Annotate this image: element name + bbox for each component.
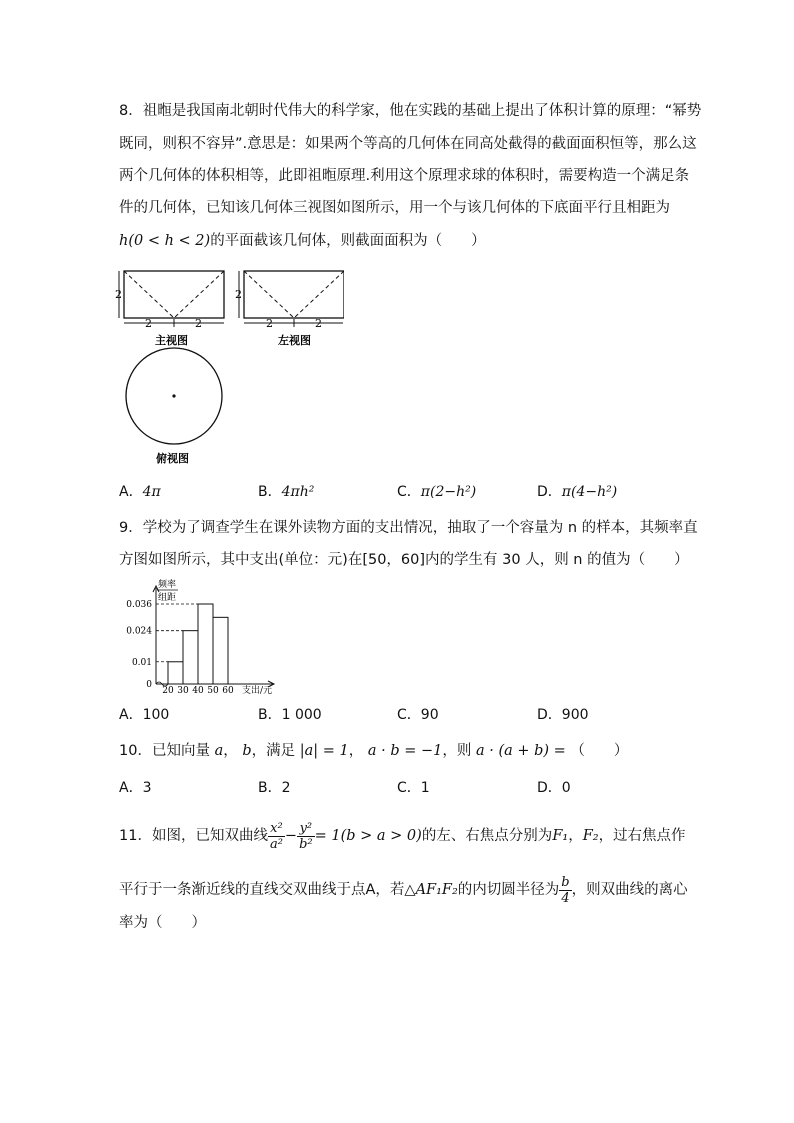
q11-line-1: 11．如图，已知双曲线 $\frac{\text{x²}}{\text{a²}}$ − $\frac{\text{y²}}{\text{b²}}$ = 1(b > a > 0)的左、右焦点分别为F₁，F₂，过右焦点作 [119,820,686,852]
q10-then: ，则 [442,743,472,759]
q10-line: 10．已知向量 a， b，满足 |a| = 1， a · b = −1，则 a · (a + b) = （ ） [119,743,629,759]
q10-satisfy: ，满足 [251,743,296,759]
q8-line-5 [119,231,486,251]
hist-x-tick-label: 30 [177,686,189,696]
q10-vector-b: b [242,743,252,759]
q10-option-d[interactable]: D．0 [537,780,571,796]
side-view [235,271,344,347]
q8-option-b[interactable]: B．4πh² [258,484,315,500]
hist-ylabel-top: 频率 [158,580,177,590]
q10-ask: a · (a + b) = [475,743,566,759]
hist-bar [198,604,213,684]
q10-prefix: 10．已知向量 [119,743,210,759]
hist-x-tick-label: 20 [162,686,174,696]
q8-line-2: 既同，则积不容异”.意思是：如果两个等高的几何体在同高处截得的截面面积恒等，那么这 [119,136,697,152]
q11-triangle: △AF₁F₂ [404,882,458,898]
q10-condition-1: |a| = 1 [299,743,349,759]
q8-option-a[interactable]: A．4π [119,484,161,500]
hist-ylabel-bottom: 组距 [158,593,177,603]
three-view-figure [114,266,344,471]
q9-line-1: 9．学校为了调查学生在课外读物方面的支出情况，抽取了一个容量为 n 的样本，其频率直 [119,520,698,536]
hist-y-tick-label: 0 [146,680,152,690]
q10-condition-2: a · b = −1 [367,743,443,759]
q11-line-2-mid: 的内切圆半径为 [457,882,560,898]
hist-bar [168,662,183,684]
q8-option-d[interactable]: D．π(4−h²) [537,484,618,500]
q10-vector-a: a [214,743,224,759]
side-width-label-left: 2 [266,317,273,330]
side-view-caption: 左视图 [278,334,311,347]
hist-bar [183,631,198,684]
front-width-label-right: 2 [195,317,202,330]
hist-y-tick-label: 0.01 [131,657,152,668]
hist-x-tick-label: 50 [207,686,219,696]
q9-option-c[interactable]: C．90 [397,707,439,723]
q8-option-c[interactable]: C．π(2−h²) [397,484,477,500]
front-view-caption: 主视图 [155,334,188,347]
q11-line-2-text: 平行于一条渐近线的直线交双曲线于点A，若 [119,882,405,898]
q8-line-5-text: 的平面截该几何体，则截面面积为（ ） [210,233,486,249]
hist-xlabel: 支出/元 [242,686,273,696]
q11-fraction-x: $\frac{\text{x²}}{\text{a²}}$ [269,820,283,852]
front-width-label-left: 2 [145,317,152,330]
hist-bar [213,617,228,684]
hist-y-tick-label: 0.024 [126,626,152,637]
q8-line-1: 8．祖暅是我国南北朝时代伟大的科学家，他在实践的基础上提出了体积计算的原理：“幂势 [119,103,702,119]
q11-line-1-text: 的左、右焦点分别为 [421,828,553,844]
q10-option-b[interactable]: B．2 [258,780,291,796]
side-height-label: 2 [235,288,242,301]
q11-focus-1: F₁ [552,828,569,844]
front-view [115,271,224,347]
q11-line-1-end: ，过右焦点作 [598,828,686,844]
side-width-label-right: 2 [315,317,322,330]
q11-line-2 [119,872,688,908]
q9-option-d[interactable]: D．900 [537,707,589,723]
q11-prefix: 11．如图，已知双曲线 [119,828,268,844]
q11-fraction-y: $\frac{\text{y²}}{\text{b²}}$ [299,820,313,852]
q8-line-4: 件的几何体，已知该几何体三视图如图所示，用一个与该几何体的下底面平行且相距为 [119,200,670,216]
top-view [126,348,222,465]
q9-option-a[interactable]: A．100 [119,707,170,723]
q10-option-a[interactable]: A．3 [119,780,152,796]
hist-x-tick-label: 60 [222,686,234,696]
q10-tail: （ ） [570,743,629,759]
q11-line-2-end: ，则双曲线的离心 [571,882,688,898]
hist-x-tick-label: 40 [192,686,204,696]
q9-option-b[interactable]: B．1 000 [258,707,322,723]
top-view-caption: 俯视图 [156,452,189,465]
q9-line-2: 方图如图所示，其中支出(单位：元)在[50，60]内的学生有 30 人，则 n 的值为（ ） [119,552,689,568]
q11-fraction-radius: $\frac{b}{4}$ [561,874,570,906]
q11-line-3: 率为（ ） [119,915,206,931]
q8-h-range: h(0 < h < 2) [119,233,211,249]
q10-option-c[interactable]: C．1 [397,780,430,796]
q8-line-3: 两个几何体的体积相等，此即祖暅原理.利用这个原理求球的体积时，需要构造一个满足条 [119,168,690,184]
hist-y-tick-label: 0.036 [126,600,152,610]
q11-equation-tail: = 1(b > a > 0) [314,828,422,844]
q11-focus-2: F₂ [582,828,599,844]
frequency-histogram [114,576,284,700]
front-height-label: 2 [115,288,122,301]
